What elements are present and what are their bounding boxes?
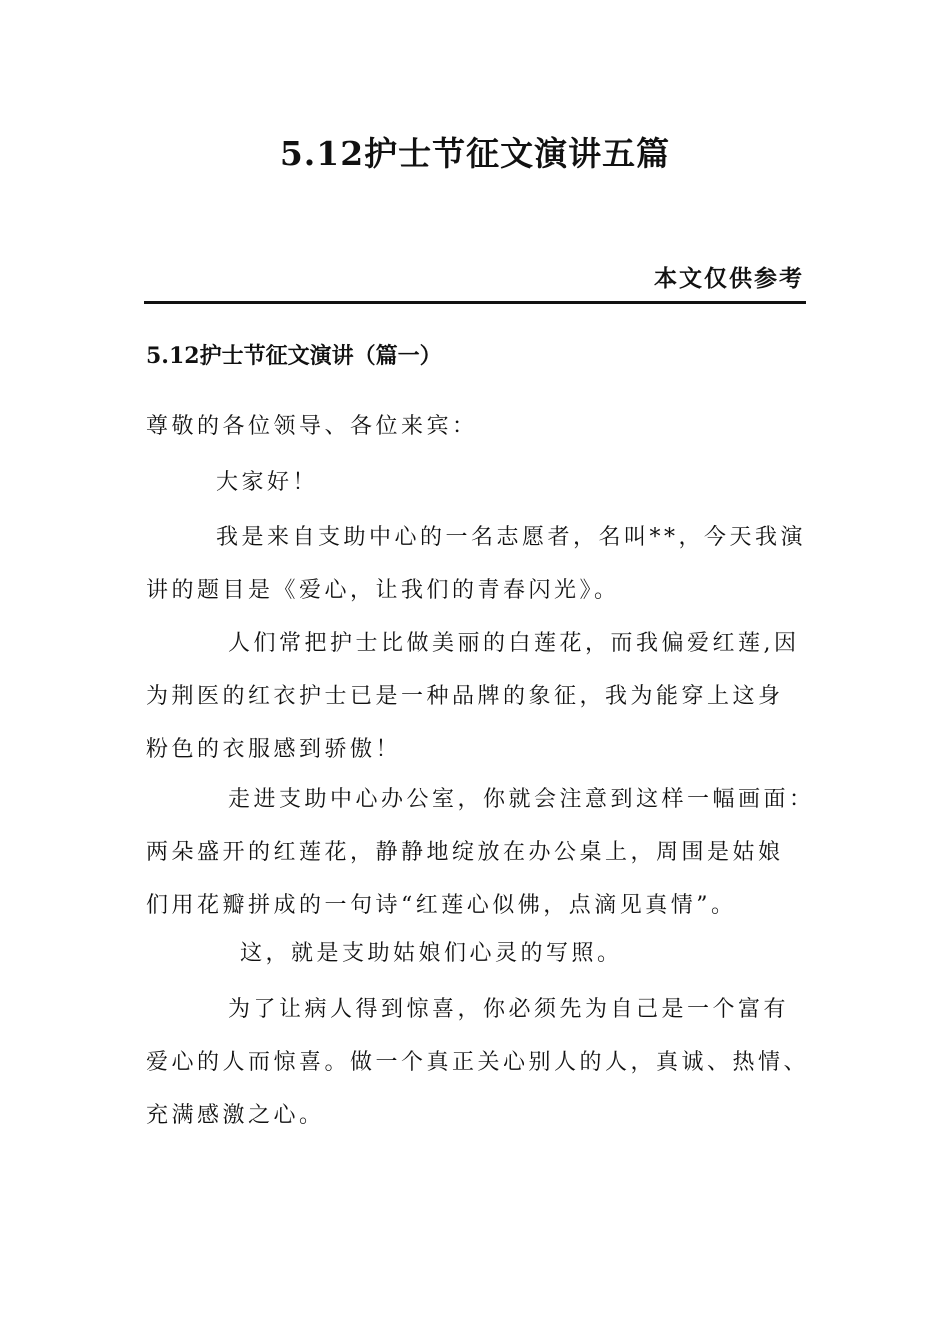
paragraph-salutation [146, 400, 806, 453]
paragraph-line: 为了让病人得到惊喜，你必须先为自己是一个富有 [228, 997, 790, 1022]
paragraph-portrait [146, 927, 806, 980]
paragraph-line: 大家好！ [216, 470, 319, 495]
paragraph-greeting [146, 456, 806, 509]
paragraph-line: 讲的题目是《爱心，让我们的青春闪光》。 [146, 578, 620, 603]
paragraph-line: 走进支助中心办公室，你就会注意到这样一幅画面： [228, 787, 815, 812]
paragraph-line: 充满感激之心。 [146, 1103, 325, 1128]
section-heading: 5.12护士节征文演讲（篇一） [146, 343, 442, 369]
paragraph-surprise [146, 983, 810, 1142]
paragraph-red-lotus [146, 617, 806, 776]
paragraph-introduction [146, 511, 806, 617]
reference-note: 本文仅供参考 [654, 265, 804, 292]
paragraph-line: 这，就是支助姑娘们心灵的写照。 [240, 941, 623, 966]
document-title: 5.12护士节征文演讲五篇 [279, 134, 671, 173]
paragraph-line: 们用花瓣拼成的一句诗“红莲心似佛，点滴见真情”。 [146, 893, 737, 918]
paragraph-line: 尊敬的各位领导、各位来宾： [146, 414, 478, 439]
paragraph-line: 粉色的衣服感到骄傲！ [146, 737, 402, 762]
paragraph-line: 为荆医的红衣护士已是一种品牌的象征，我为能穿上这身 [146, 684, 784, 709]
paragraph-line: 两朵盛开的红莲花，静静地绽放在办公桌上，周围是姑娘 [146, 840, 784, 865]
paragraph-line: 人们常把护士比做美丽的白莲花，而我偏爱红莲,因 [228, 631, 800, 656]
header-divider [144, 301, 806, 304]
paragraph-line: 爱心的人而惊喜。做一个真正关心别人的人，真诚、热情、 [146, 1050, 810, 1075]
paragraph-office-scene [146, 773, 815, 932]
paragraph-line: 我是来自支助中心的一名志愿者，名叫**，今天我演 [216, 525, 807, 550]
